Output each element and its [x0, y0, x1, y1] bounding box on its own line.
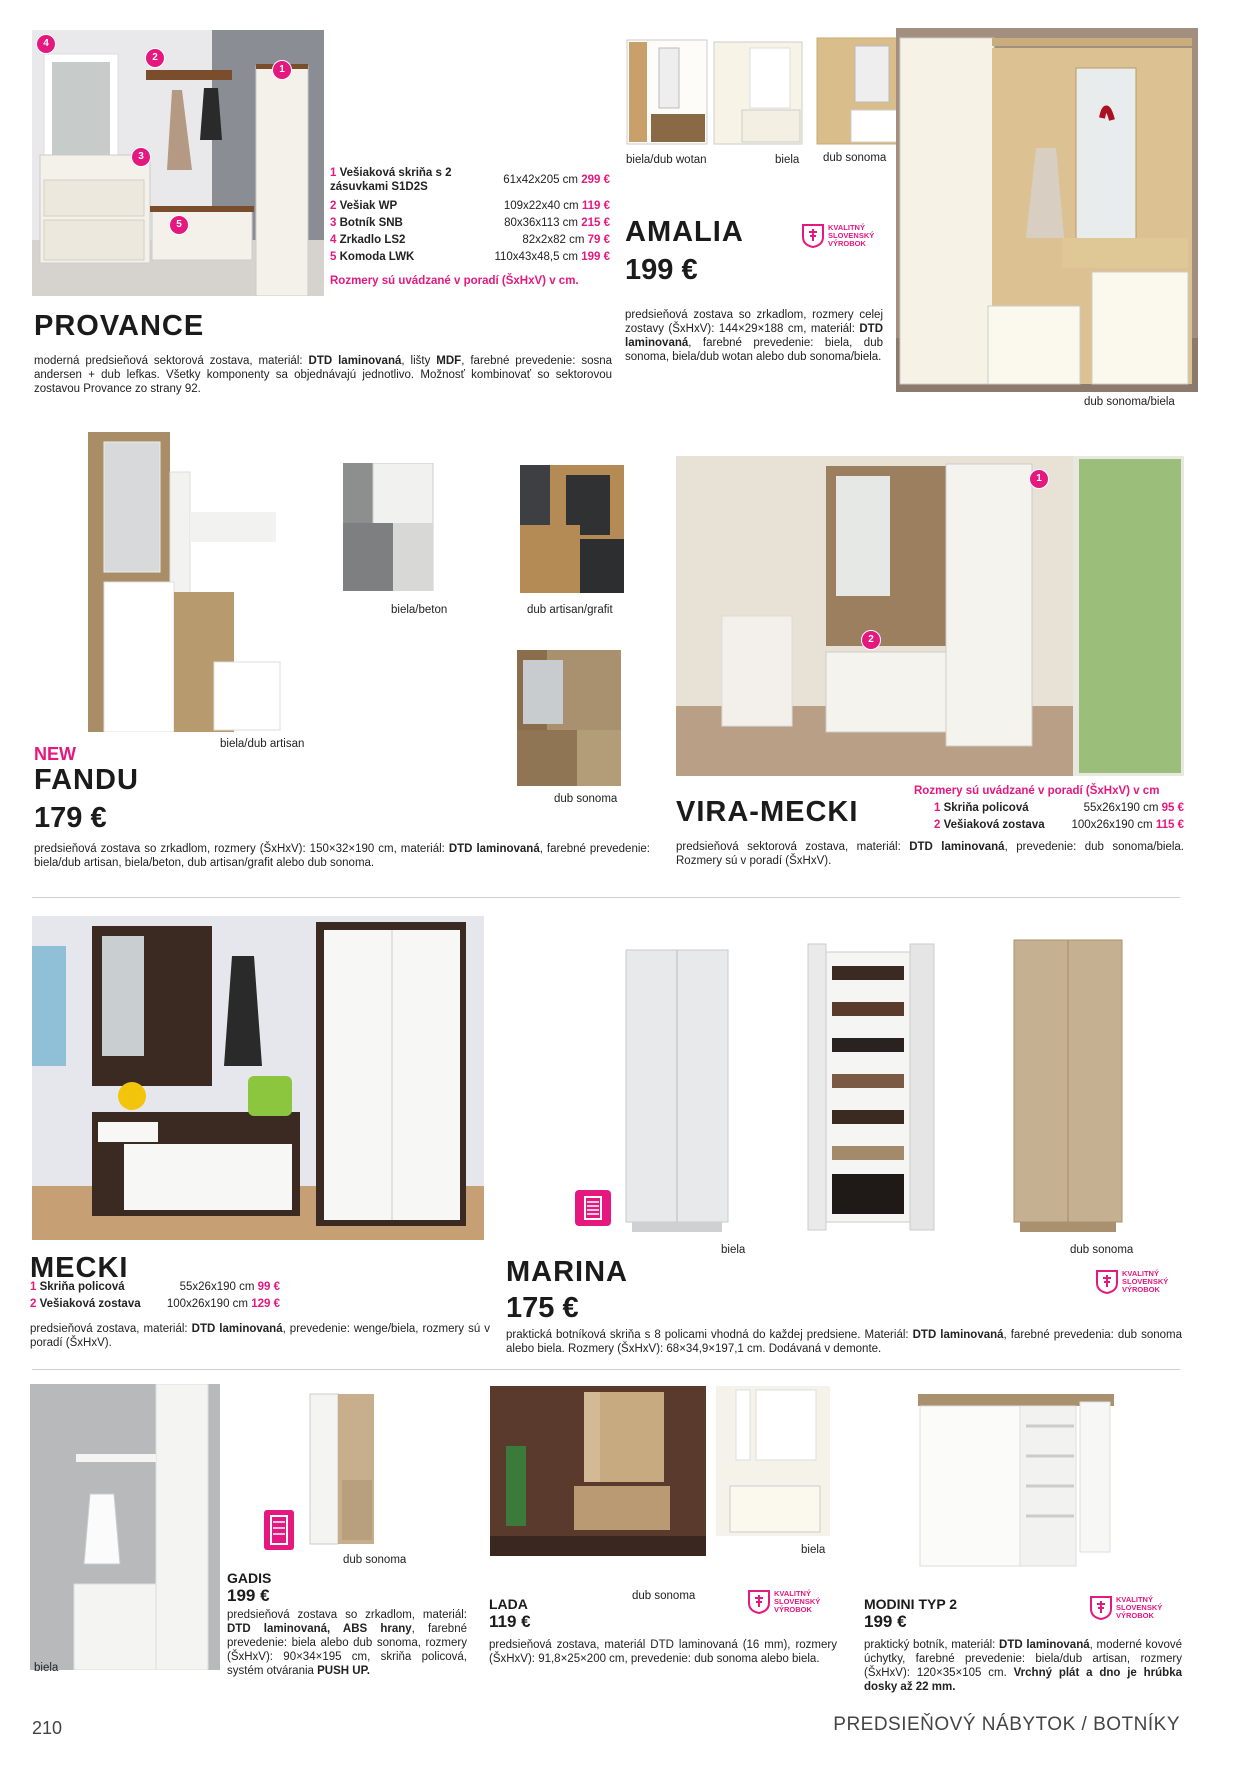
- quality-line: KVALITNÝ: [1122, 1269, 1159, 1278]
- vira-item: 2 Vešiaková zostava 100x26x190 cm 115 €: [934, 819, 1184, 831]
- vira-title: VIRA-MECKI: [676, 796, 859, 828]
- gadis-illustration-2: [306, 1390, 378, 1546]
- provance-description: moderná predsieňová sektorová zostava, materiál: DTD laminovaná, lišty MDF, farebné prevedenie: sosna andersen + dub lefkas. Všetky komponenty sa objednávajú jednotlivo. Možnosť kombinovať so sektorovou zostavou Provance zo strany 92.: [34, 355, 613, 395]
- amalia-photo-main: [896, 28, 1198, 392]
- badge-1: 1: [1029, 469, 1049, 489]
- section-title: PREDSIEŇOVÝ NÁBYTOK / BOTNÍKY: [833, 1714, 1180, 1735]
- amalia-photo-1: [625, 38, 709, 146]
- marina-illustration-biela: [622, 948, 732, 1234]
- lada-variant-caption: dub sonoma: [632, 1590, 696, 1602]
- quality-badge-marina: [1096, 1270, 1168, 1294]
- fandu-description: predsieňová zostava so zrkadlom, rozmery (ŠxHxV): 150×32×190 cm, materiál: DTD laminovaná, farebné prevedenie: biela/dub artisan, biela/beton, dub artisan/grafit alebo dub sonoma.: [34, 843, 650, 869]
- fandu-illustration-grafit: [520, 465, 624, 593]
- amalia-variant-caption: biela/dub wotan: [626, 154, 707, 166]
- gadis-photo-2: [306, 1390, 378, 1546]
- lada-photo-main: [490, 1386, 706, 1556]
- fandu-illustration-sonoma: [517, 650, 621, 786]
- provance-item: zásuvkami S1D2S: [330, 181, 428, 193]
- mecki-illustration: [32, 916, 484, 1240]
- quality-line: SLOVENSKÝ: [774, 1597, 821, 1606]
- modini-price: 199 €: [864, 1612, 907, 1631]
- marina-photo-biela: [622, 948, 732, 1234]
- badge-2: 2: [861, 630, 881, 650]
- vira-item: 1 Skriňa policová 55x26x190 cm 95 €: [934, 802, 1184, 814]
- slovak-shield-icon: [802, 224, 824, 248]
- provance-item: 2 Vešiak WP 109x22x40 cm 119 €: [330, 200, 610, 212]
- amalia-photo-3: [815, 36, 903, 146]
- lada-title: LADA: [489, 1596, 528, 1612]
- amalia-price: 199 €: [625, 254, 698, 286]
- cabinet-icon: [264, 1510, 294, 1550]
- provance-item: 1 Vešiaková skriňa s 2: [330, 167, 452, 179]
- provance-note: Rozmery sú uvádzané v poradí (ŠxHxV) v cm.: [330, 275, 579, 287]
- gadis-icon: [264, 1510, 294, 1550]
- slovak-shield-icon: [1096, 1270, 1118, 1294]
- fandu-photo-beton: [343, 463, 434, 591]
- amalia-photo-2: [712, 40, 804, 146]
- lada-illustration-2: [716, 1386, 830, 1536]
- mecki-item: 1 Skriňa policová 55x26x190 cm 99 €: [30, 1281, 280, 1293]
- gadis-variant-caption: dub sonoma: [343, 1554, 407, 1566]
- vira-illustration: [676, 456, 1184, 776]
- amalia-variant-caption: biela: [775, 154, 800, 166]
- quality-line: VÝROBOK: [774, 1605, 812, 1614]
- vira-description: predsieňová sektorová zostava, materiál: DTD laminovaná, prevedenie: dub sonoma/biela. Rozmery sú v poradí (ŠxHxV).: [676, 841, 1184, 867]
- modini-illustration: [914, 1386, 1124, 1568]
- quality-line: KVALITNÝ: [1116, 1595, 1153, 1604]
- modini-description: praktický botník, materiál: DTD laminovaná, moderné kovové úchytky, farebné prevedenie: biela/dub artisan, rozmery (ŠxHxV): 120×35×105 cm. Vrchný plát a dno je hrúbka dosky až 22 mm.: [864, 1639, 1182, 1693]
- fandu-illustration-beton: [343, 463, 434, 591]
- badge-2: 2: [145, 48, 165, 68]
- fandu-title: FANDU: [34, 764, 139, 796]
- quality-line: VÝROBOK: [1122, 1285, 1160, 1294]
- amalia-illustration-main: [896, 28, 1198, 392]
- fandu-variant-caption: dub artisan/grafit: [527, 604, 613, 616]
- quality-badge-amalia: [802, 224, 874, 248]
- gadis-illustration-main: [30, 1384, 220, 1670]
- lada-description: predsieňová zostava, materiál DTD laminovaná (16 mm), rozmery (ŠxHxV): 91,8×25×200 cm, prevedenie: dub sonoma alebo biela.: [489, 1639, 837, 1665]
- quality-badge-lada: [748, 1590, 820, 1614]
- fandu-photo-sonoma: [517, 650, 621, 786]
- vira-photo: [676, 456, 1184, 776]
- amalia-illustration-1: [625, 38, 709, 146]
- gadis-price: 199 €: [227, 1586, 270, 1605]
- quality-line: SLOVENSKÝ: [1116, 1603, 1163, 1612]
- provance-item: 5 Komoda LWK 110x43x48,5 cm 199 €: [330, 251, 610, 263]
- quality-line: VÝROBOK: [828, 239, 866, 248]
- lada-illustration-main: [490, 1386, 706, 1556]
- slovak-shield-icon: [1090, 1596, 1112, 1620]
- badge-3: 3: [131, 147, 151, 167]
- amalia-illustration-2: [712, 40, 804, 146]
- quality-line: KVALITNÝ: [774, 1589, 811, 1598]
- fandu-illustration-main: [84, 432, 284, 732]
- badge-5: 5: [169, 215, 189, 235]
- lada-variant-caption: biela: [801, 1544, 826, 1556]
- lada-photo-2: [716, 1386, 830, 1536]
- provance-item: 4 Zrkadlo LS2 82x2x82 cm 79 €: [330, 234, 610, 246]
- page-number: 210: [32, 1718, 63, 1738]
- gadis-variant-caption: biela: [34, 1662, 59, 1674]
- section-divider: [32, 1369, 1180, 1370]
- lada-price: 119 €: [489, 1612, 531, 1631]
- badge-1: 1: [272, 60, 292, 80]
- mecki-description: predsieňová zostava, materiál: DTD laminovaná, prevedenie: wenge/biela, rozmery sú v poradí (ŠxHxV).: [30, 1323, 490, 1349]
- marina-description: praktická botníková skriňa s 8 policami vhodná do každej predsiene. Materiál: DTD laminovaná, farebné prevedenia: dub sonoma alebo biela. Rozmery (ŠxHxV): 68×34,9×197,1 cm. Dodávaná v demonte.: [506, 1329, 1182, 1355]
- fandu-photo-main: [84, 432, 284, 732]
- mecki-item: 2 Vešiaková zostava 100x26x190 cm 129 €: [30, 1298, 280, 1310]
- mecki-title: MECKI: [30, 1252, 129, 1284]
- quality-line: KVALITNÝ: [828, 223, 865, 232]
- shoe-rack-icon: [575, 1190, 611, 1226]
- quality-line: SLOVENSKÝ: [828, 231, 875, 240]
- mecki-photo: [32, 916, 484, 1240]
- provance-title: PROVANCE: [34, 310, 205, 342]
- fandu-variant-caption: biela/beton: [391, 604, 448, 616]
- quality-badge-modini: [1090, 1596, 1162, 1620]
- marina-variant-caption: biela: [721, 1244, 746, 1256]
- quality-line: VÝROBOK: [1116, 1611, 1154, 1620]
- amalia-variant-caption: dub sonoma: [823, 152, 887, 164]
- gadis-description: predsieňová zostava so zrkadlom, materiál: DTD laminovaná, ABS hrany, farebné prevedenie: biela alebo dub sonoma, rozmery (ŠxHxV): 90×34×195 cm, skriňa policová, systém otvárania PUSH UP.: [227, 1609, 467, 1677]
- fandu-variant-caption: biela/dub artisan: [220, 738, 305, 750]
- vira-note: Rozmery sú uvádzané v poradí (ŠxHxV) v cm: [914, 785, 1160, 797]
- amalia-description: predsieňová zostava so zrkadlom, rozmery celej zostavy (ŠxHxV): 144×29×188 cm, materiál: DTD laminovaná, farebné prevedenie: biela, dub sonoma, biela/dub wotan alebo dub sonoma/biela.: [625, 309, 883, 363]
- fandu-photo-grafit: [520, 465, 624, 593]
- shoe-cabinet-icon: [575, 1190, 611, 1226]
- provance-item: 3 Botník SNB 80x36x113 cm 215 €: [330, 217, 610, 229]
- marina-price: 175 €: [506, 1292, 579, 1324]
- quality-line: SLOVENSKÝ: [1122, 1277, 1169, 1286]
- amalia-illustration-3: [815, 36, 903, 146]
- gadis-photo-main: [30, 1384, 220, 1670]
- amalia-title: AMALIA: [625, 216, 744, 248]
- marina-illustration-sonoma: [1010, 938, 1126, 1234]
- marina-title: MARINA: [506, 1256, 628, 1288]
- marina-photo-sonoma: [1010, 938, 1126, 1234]
- fandu-new-label: NEW: [34, 744, 76, 764]
- marina-photo-open: [806, 942, 938, 1234]
- gadis-title: GADIS: [227, 1570, 272, 1586]
- fandu-variant-caption: dub sonoma: [554, 793, 618, 805]
- provance-item-price: 61x42x205 cm 299 €: [503, 174, 610, 186]
- badge-4: 4: [36, 34, 56, 54]
- marina-variant-caption: dub sonoma: [1070, 1244, 1134, 1256]
- fandu-price: 179 €: [34, 802, 107, 834]
- modini-title: MODINI TYP 2: [864, 1596, 958, 1612]
- modini-photo: [914, 1386, 1124, 1568]
- slovak-shield-icon: [748, 1590, 770, 1614]
- marina-illustration-open: [806, 942, 938, 1234]
- amalia-variant-caption: dub sonoma/biela: [1084, 396, 1175, 408]
- section-divider: [32, 897, 1180, 898]
